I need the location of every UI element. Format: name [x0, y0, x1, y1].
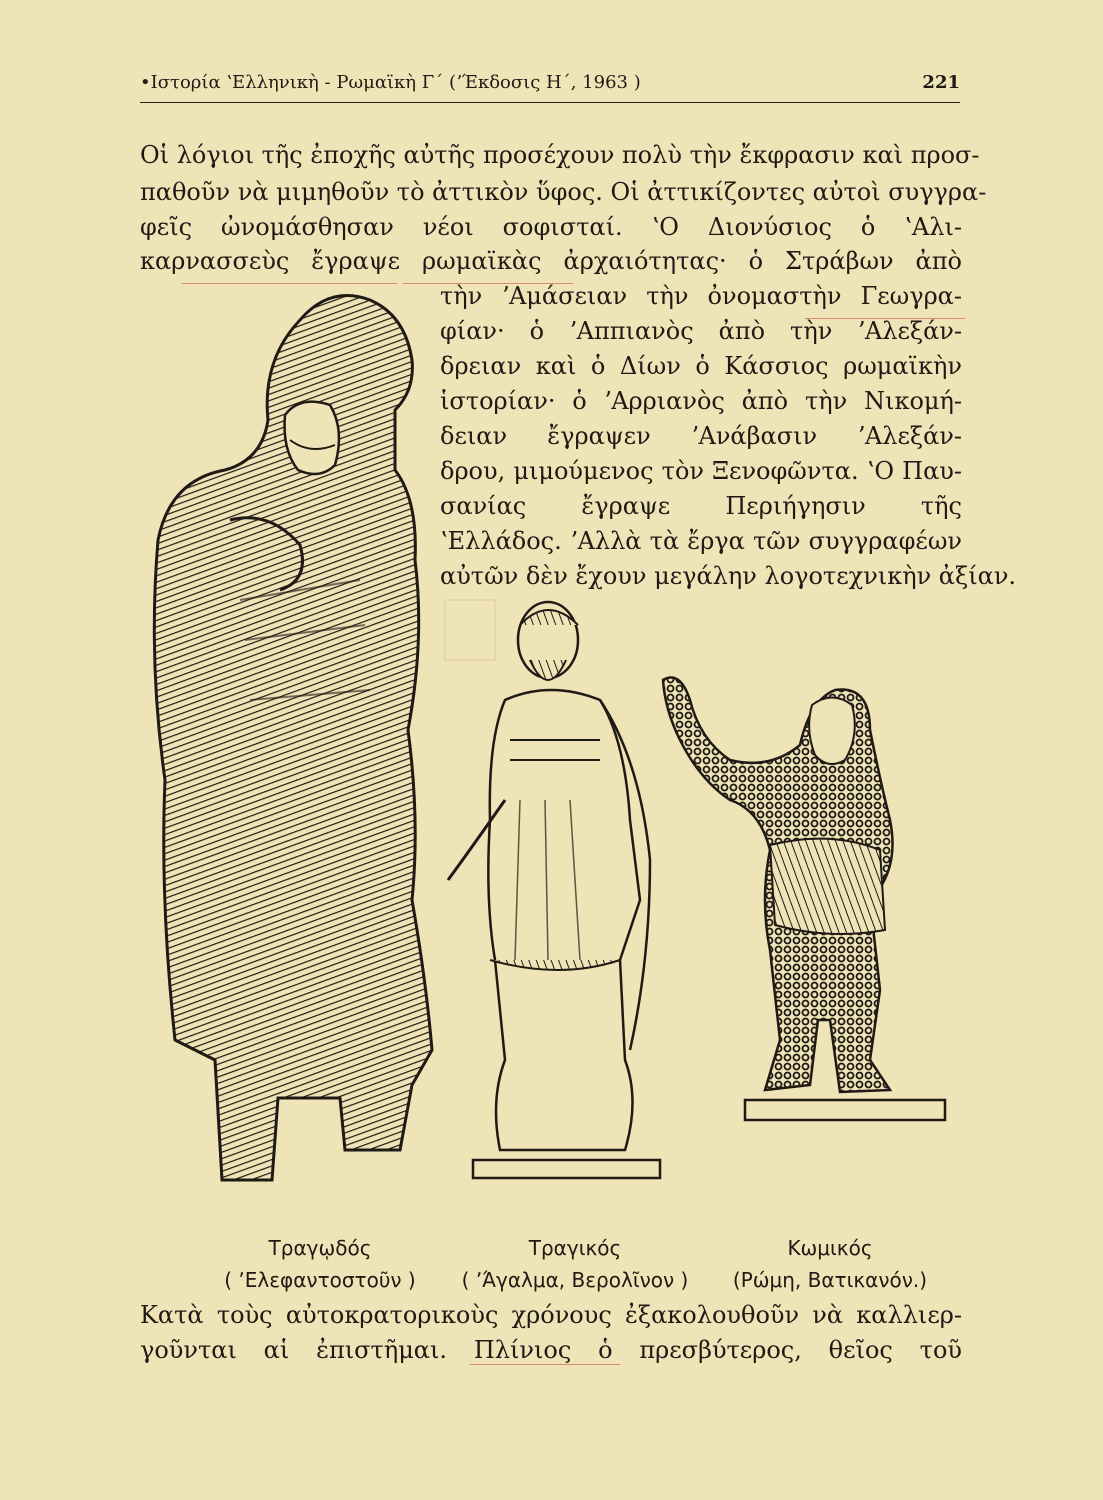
text-line: σανίας ἔγραψε Περιήγησιν τῆς — [440, 492, 962, 520]
text-line: δρου, μιμούμενος τὸν Ξενοφῶντα. ʽΟ Παυ- — [440, 457, 962, 485]
tragic-statue-figure — [448, 602, 660, 1178]
comic-actor-figure — [663, 678, 945, 1121]
figure-caption — [715, 1232, 945, 1296]
text-line: δρειαν καὶ ὁ Δίων ὁ Κάσσιος ρωμαϊκὴν — [440, 352, 962, 380]
text-line: Οἱ λόγιοι τῆς ἐποχῆς αὐτῆς προσέχουν πολὺ τὴν ἔκφρασιν καὶ προσ- — [140, 141, 980, 169]
text-line: φεῖς ὠνομάσθησαν νέοι σοφισταί. ʽΟ Διονύσιος ὁ ʽΑλι- — [140, 213, 962, 241]
text-line: ἱστορίαν· ὁ ʼΑρριανὸς ἀπὸ τὴν Νικομή- — [440, 387, 962, 415]
figure-caption — [200, 1232, 440, 1296]
page-number: 221 — [922, 72, 960, 93]
text-line: ʽΕλλάδος. ʼΑλλὰ τὰ ἔργα τῶν συγγραφέων — [440, 527, 962, 555]
text-line: αὐτῶν δὲν ἔχουν μεγάλην λογοτεχνικὴν ἀξίαν. — [440, 562, 1017, 590]
figure-source: ( ʼΆγαλμα, Βερολῖνον ) — [461, 1268, 689, 1292]
figure-source: ( ʼΕλεφαντοστοῦν ) — [224, 1268, 416, 1292]
text-line: γοῦνται αἱ ἐπιστῆμαι. Πλίνιος ὁ πρεσβύτερος, θεῖος τοῦ — [140, 1336, 962, 1364]
text-line: φίαν· ὁ ʼΑππιανὸς ἀπὸ τὴν ʼΑλεξάν- — [440, 317, 962, 345]
running-title: •Ιστορία ʽΕλληνικὴ - Ρωμαϊκὴ Γ΄ (ʼΈκδοσις Η΄, 1963 ) — [140, 72, 641, 93]
text-line: καρνασσεὺς ἔγραψε ρωμαϊκὰς ἀρχαιότητας· ὁ Στράβων ἀπὸ — [140, 247, 962, 275]
tragedian-ivory-figure — [154, 296, 432, 1181]
figure-title: Κωμικός — [787, 1236, 873, 1260]
figure-title: Τραγῳδός — [268, 1236, 372, 1260]
text-line: δειαν ἔγραψεν ʼΑνάβασιν ʼΑλεξάν- — [440, 422, 962, 450]
figure-title: Τραγικός — [528, 1236, 622, 1260]
text-line: τὴν ʼΑμάσειαν τὴν ὀνομαστὴν Γεωγρα- — [440, 282, 962, 310]
text-line: Κατὰ τοὺς αὐτοκρατορικοὺς χρόνους ἐξακολουθοῦν νὰ καλλιερ- — [140, 1301, 962, 1329]
figure-source: (Ρώμη, Βατικανόν.) — [732, 1268, 928, 1292]
text-line: παθοῦν νὰ μιμηθοῦν τὸ ἀττικὸν ὕφος. Οἱ ἀττικίζοντες αὐτοὶ συγγρα- — [140, 178, 987, 206]
figure-caption — [440, 1232, 710, 1296]
